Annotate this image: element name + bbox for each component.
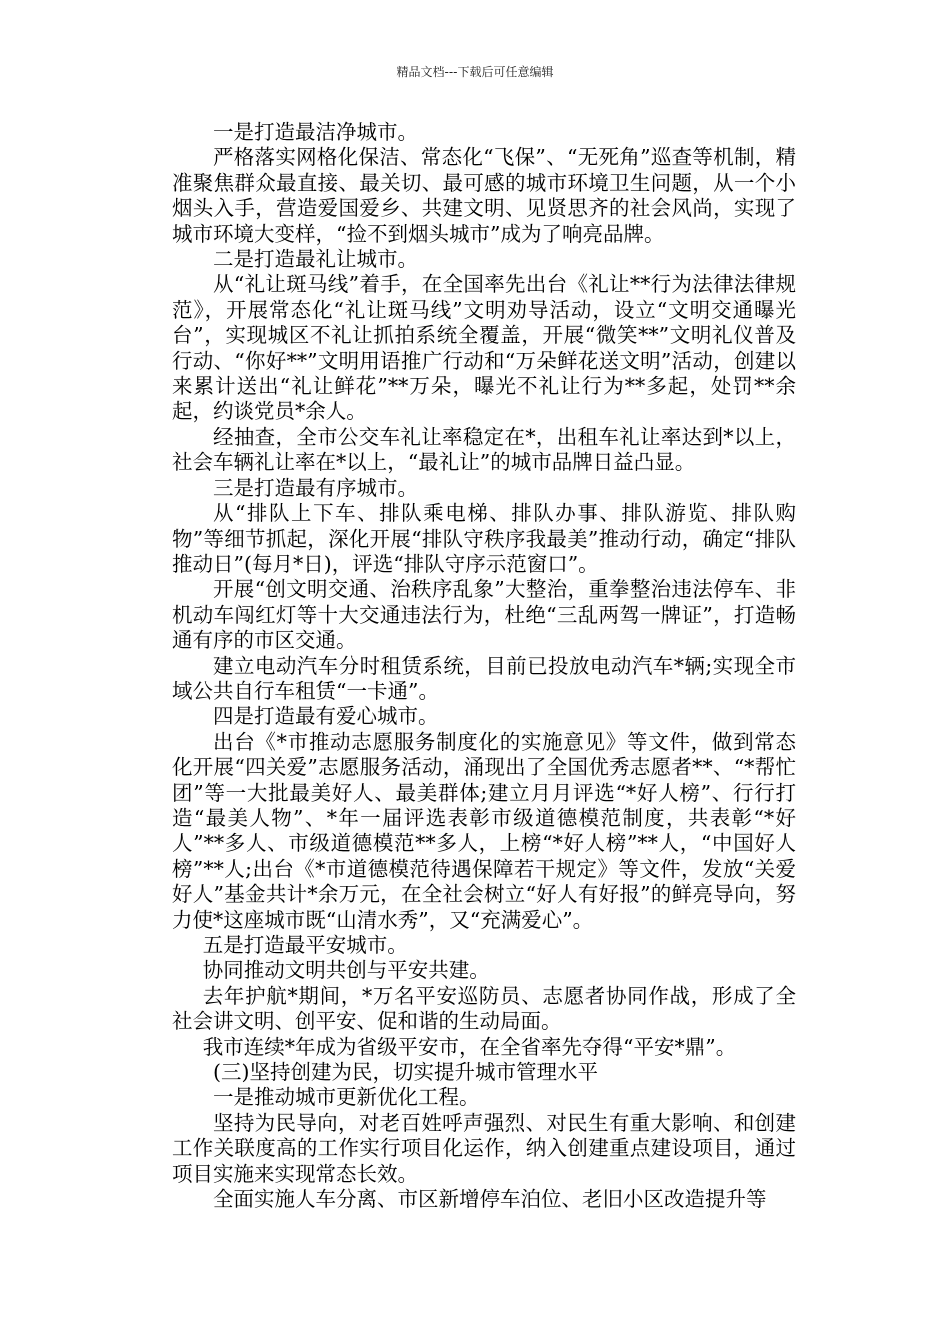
- paragraph: 建立电动汽车分时租赁系统，目前已投放电动汽车*辆;实现全市域公共自行车租赁“一卡通”。: [172, 653, 796, 703]
- paragraph: 我市连续*年成为省级平安市，在全省率先夺得“平安*鼎”。: [202, 1034, 737, 1059]
- paragraph: 坚持为民导向，对老百姓呼声强烈、对民生有重大影响、和创建工作关联度高的工作实行项目化运作，纳入创建重点建设项目，通过项目实施来实现常态长效。: [172, 1110, 796, 1186]
- paragraph: 出台《*市推动志愿服务制度化的实施意见》等文件，做到常态化开展“四关爱”志愿服务活动，涌现出了全国优秀志愿者**、“*帮忙团”等一大批最美好人、最美群体;建立月月评选“*好人榜”、行行打造“最美人物”、*年一届评选表彰市级道德模范制度，共表彰“*好人”**多人、市级道德模范**多人，上榜“*好人榜”**人，“中国好人榜”**人;出台《*市道德模范待遇保障若干规定》等文件，发放“关爱好人”基金共计*余万元，在全社会树立“好人有好报”的鲜亮导向，努力使*这座城市既“山清水秀”，又“充满爱心”。: [172, 729, 796, 932]
- paragraph: 从“礼让斑马线”着手，在全国率先出台《礼让**行为法律法律规范》，开展常态化“礼让斑马线”文明劝导活动，设立“文明交通曝光台”，实现城区不礼让抓拍系统全覆盖，开展“微笑**”文明礼仪普及行动、“你好**”文明用语推广行动和“万朵鲜花送文明”活动，创建以来累计送出“礼让鲜花”**万朵，曝光不礼让行为**多起，处罚**余起，约谈党员*余人。: [172, 272, 796, 424]
- paragraph: 经抽查，全市公交车礼让率稳定在*，出租车礼让率达到*以上，社会车辆礼让率在*以上，“最礼让”的城市品牌日益凸显。: [172, 424, 796, 475]
- page-header: 精品文档---下载后可任意编辑: [396, 65, 554, 79]
- paragraph: 去年护航*期间，*万名平安巡防员、志愿者协同作战，形成了全社会讲文明、创平安、促和谐的生动局面。: [172, 983, 796, 1034]
- document-body: [172, 120, 796, 1212]
- paragraph: 一是打造最洁净城市。: [213, 120, 418, 144]
- paragraph: 从“排队上下车、排队乘电梯、排队办事、排队游览、排队购物”等细节抓起，深化开展“排队守秩序我最美”推动行动，确定“排队推动日”(每月*日)，评选“排队守序示范窗口”。: [172, 501, 796, 576]
- paragraph: 开展“创文明交通、治秩序乱象”大整治，重拳整治违法停车、非机动车闯红灯等十大交通违法行为，杜绝“三乱两驾一牌证”，打造畅通有序的市区交通。: [172, 577, 796, 653]
- paragraph: 协同推动文明共创与平安共建。: [202, 958, 490, 983]
- paragraph: 五是打造最平安城市。: [202, 933, 408, 957]
- section-heading: (三)坚持创建为民，切实提升城市管理水平: [213, 1060, 598, 1085]
- paragraph: 全面实施人车分离、市区新增停车泊位、老旧小区改造提升等: [213, 1187, 767, 1212]
- paragraph: 一是推动城市更新优化工程。: [213, 1085, 480, 1110]
- paragraph: 四是打造最有爱心城市。: [213, 704, 439, 729]
- paragraph: 三是打造最有序城市。: [213, 475, 418, 500]
- paragraph: 严格落实网格化保洁、常态化“飞保”、“无死角”巡查等机制，精准聚焦群众最直接、最关切、最可感的城市环境卫生问题，从一个小烟头入手，营造爱国爱乡、共建文明、见贤思齐的社会风尚，实现了城市环境大变样，“捡不到烟头城市”成为了响亮品牌。: [172, 145, 796, 246]
- paragraph: 二是打造最礼让城市。: [213, 247, 418, 272]
